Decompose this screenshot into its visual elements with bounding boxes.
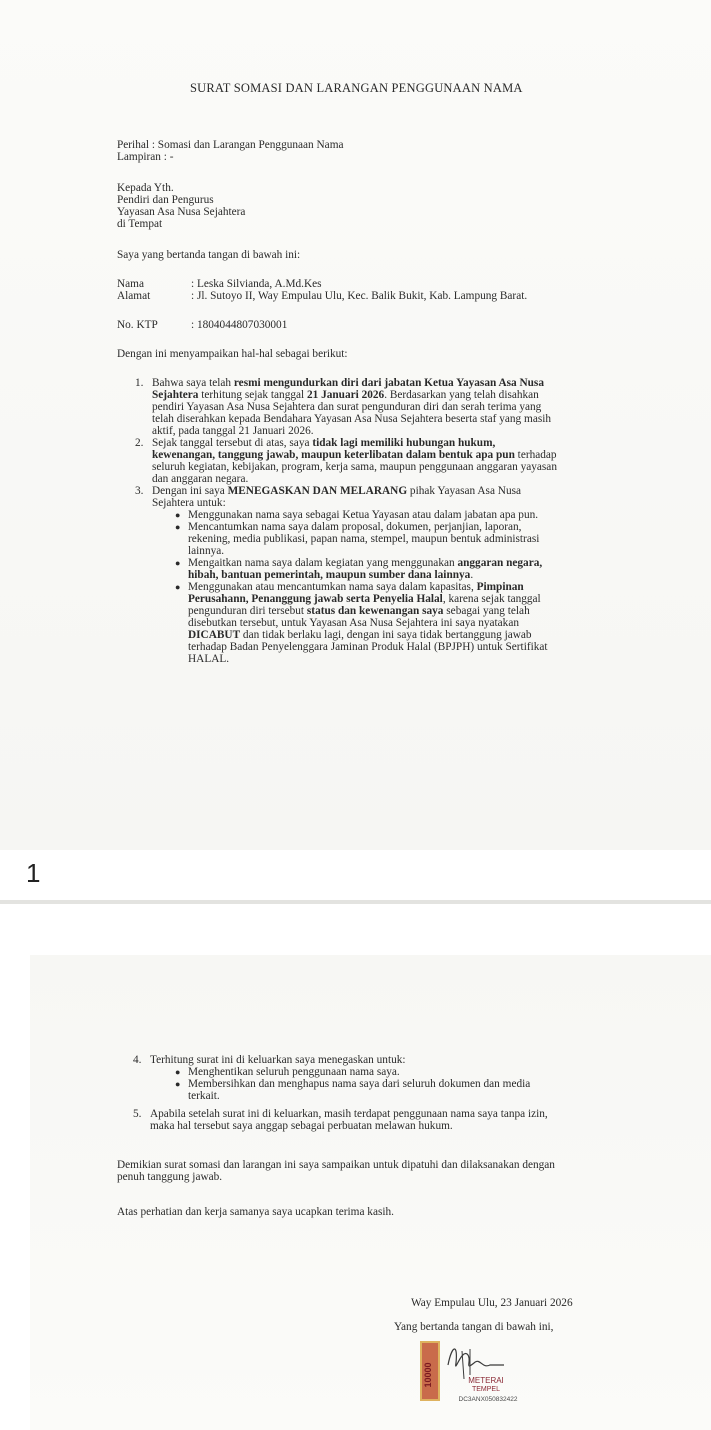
item-4-bullet-2-line-2: terkait. — [188, 1090, 220, 1102]
item-1-line-4: telah diserahkan kepada Bendahara Yayasan Asa Nusa Sejahtera beserta staf yang masih — [152, 413, 552, 425]
bullet-3-line-1: Mengaitkan nama saya dalam kegiatan yang menggunakan anggaran negara, — [188, 557, 543, 569]
item-number: 5. — [133, 1108, 142, 1120]
bullet-icon: ● — [175, 582, 181, 592]
bullet-icon: ● — [175, 558, 181, 568]
alamat-value: : Jl. Sutoyo II, Way Empulau Ulu, Kec. Balik Bukit, Kab. Lampung Barat. — [191, 290, 528, 302]
bullet-1-text: Menggunakan nama saya sebagai Ketua Yayasan atau dalam jabatan apa pun. — [188, 509, 539, 521]
bullet-2-line-2: rekening, media publikasi, papan nama, stempel, maupun bentuk administrasi — [188, 533, 540, 545]
bullet-4-line-7: HALAL. — [188, 653, 230, 665]
nama-value: : Leska Silvianda, A.Md.Kes — [191, 278, 322, 290]
page-number: 1 — [26, 858, 41, 888]
item-1-line-3: pendiri Yayasan Asa Nusa Sejahtera dan surat pengunduran diri dan serah terima yang — [152, 401, 542, 413]
item-5-line-2: maka hal tersebut saya anggap sebagai perbuatan melawan hukum. — [150, 1120, 453, 1132]
item-number: 3. — [135, 485, 144, 497]
bullet-4-line-5: DICABUT dan tidak berlaku lagi, dengan ini saya tidak bertanggung jawab — [188, 629, 532, 641]
intro-line: Saya yang bertanda tangan di bawah ini: — [117, 249, 301, 261]
item-2-line-3: seluruh kegiatan, kebijakan, program, kerja sama, maupun penggunaan anggaran yayasan — [152, 461, 557, 473]
item-2-line-1: Sejak tanggal tersebut di atas, saya tidak lagi memiliki hubungan hukum, — [152, 437, 496, 449]
item-2-line-4: dan anggaran negara. — [152, 473, 249, 485]
item-3-line-1: Dengan ini saya MENEGASKAN DAN MELARANG pihak Yayasan Asa Nusa — [152, 485, 522, 497]
bullet-2-line-3: lainnya. — [188, 545, 225, 557]
document-page-2 — [30, 955, 711, 1430]
item-number: 1. — [135, 377, 144, 389]
alamat-label: Alamat — [117, 290, 151, 302]
item-number: 4. — [133, 1054, 142, 1066]
item-3-line-2: Sejahtera untuk: — [152, 497, 226, 509]
bullet-4-line-6: terhadap Badan Penyelenggara Jaminan Produk Halal (BPJPH) untuk Sertifikat — [188, 641, 548, 653]
bullet-icon: ● — [175, 1079, 181, 1089]
stamp-tempel-label: TEMPEL — [471, 1386, 501, 1393]
recipient-line-1: Kepada Yth. — [117, 182, 174, 194]
item-4-bullet-1: Menghentikan seluruh penggunaan nama saya. — [188, 1066, 400, 1078]
signature-stroke — [448, 1349, 504, 1366]
item-1-line-5: aktif, pada tanggal 21 Januari 2026. — [152, 425, 314, 437]
statement-line: Dengan ini menyampaikan hal-hal sebagai berikut: — [117, 348, 348, 360]
item-1-line-2: Sejahtera terhitung sejak tanggal 21 Januari 2026. Berdasarkan yang telah disahkan — [152, 389, 539, 401]
nama-label: Nama — [117, 278, 144, 290]
recipient-line-2: Pendiri dan Pengurus — [117, 194, 214, 206]
bullet-icon: ● — [175, 1067, 181, 1077]
stamp-meterai-label: METERAI — [468, 1376, 504, 1385]
bullet-2-line-1: Mencantumkan nama saya dalam proposal, dokumen, perjanjian, laporan, — [188, 521, 522, 533]
item-1-line-1: Bahwa saya telah resmi mengundurkan diri dari jabatan Ketua Yayasan Asa Nusa — [152, 377, 544, 389]
closing-line-2: penuh tanggung jawab. — [117, 1171, 223, 1183]
stamp-serial: DC3ANX050832422 — [458, 1396, 518, 1403]
item-4-bullet-2-line-1: Membersihkan dan menghapus nama saya dari seluruh dokumen dan media — [188, 1078, 531, 1090]
closing-line-1: Demikian surat somasi dan larangan ini saya sampaikan untuk dipatuhi dan dilaksanakan dengan — [117, 1159, 555, 1171]
place-date: Way Empulau Ulu, 23 Januari 2026 — [411, 1297, 573, 1309]
bullet-icon: ● — [175, 522, 181, 532]
page-separator — [0, 900, 711, 904]
item-5-line-1: Apabila setelah surat ini di keluarkan, masih terdapat penggunaan nama saya tanpa izin, — [150, 1108, 548, 1120]
bullet-4-line-1: Menggunakan atau mencantumkan nama saya dalam kapasitas, Pimpinan — [188, 581, 524, 593]
perihal-line: Perihal : Somasi dan Larangan Penggunaan Nama — [117, 139, 344, 151]
ktp-label: No. KTP — [117, 319, 158, 331]
item-4-line: Terhitung surat ini di keluarkan saya menegaskan untuk: — [150, 1054, 406, 1066]
item-number: 2. — [135, 437, 144, 449]
signer-label: Yang bertanda tangan di bawah ini, — [394, 1321, 554, 1333]
item-2-line-2: kewenangan, tanggung jawab, maupun keterlibatan dalam bentuk apa pun terhadap — [152, 449, 557, 461]
bullet-3-line-2: hibah, bantuan pemerintah, maupun sumber dana lainnya. — [188, 569, 474, 581]
bullet-4-line-2: Perusahann, Penanggung jawab serta Penyelia Halal, karena sejak tanggal — [188, 593, 541, 605]
bullet-4-line-4: disebutkan tersebut, untuk Yayasan Asa Nusa Sejahtera ini saya nyatakan — [188, 617, 519, 629]
ktp-value: : 1804044807030001 — [191, 319, 288, 331]
stamp-value: 10000 — [423, 1362, 433, 1388]
recipient-line-3: Yayasan Asa Nusa Sejahtera — [117, 206, 246, 218]
document-title: SURAT SOMASI DAN LARANGAN PENGGUNAAN NAMA — [190, 81, 523, 95]
recipient-line-4: di Tempat — [117, 218, 163, 230]
meterai-stamp — [418, 1335, 530, 1405]
bullet-4-line-3: pengunduran diri tersebut status dan kewenangan saya sebagai yang telah — [188, 605, 530, 617]
bullet-icon: ● — [175, 510, 181, 520]
thanks-line: Atas perhatian dan kerja samanya saya ucapkan terima kasih. — [117, 1206, 394, 1218]
lampiran-line: Lampiran : - — [117, 151, 174, 163]
